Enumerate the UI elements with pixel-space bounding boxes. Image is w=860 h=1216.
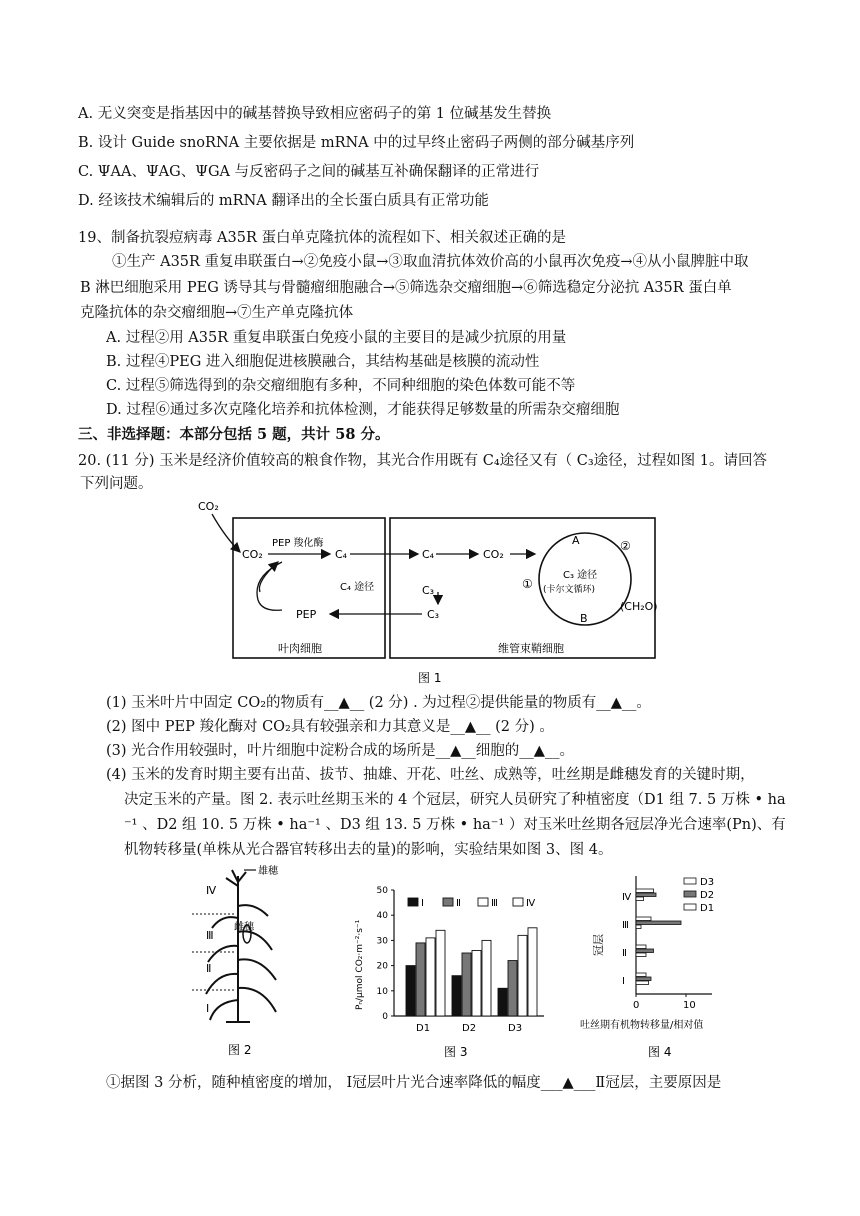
mesophyll-cell-label: 叶肉细胞	[278, 642, 322, 655]
fig4-category-label: Ⅳ	[622, 892, 632, 903]
fig3-y-tick-label: 10	[376, 986, 388, 997]
calvin-label-b: B	[580, 612, 588, 625]
step-1-label: ①	[522, 577, 533, 591]
q20-sub-4-line-3: ⁻¹ 、D2 组 10. 5 万株 • ha⁻¹ 、D3 组 13. 5 万株 • ha⁻¹ ）对玉米吐丝期各冠层净光合速率(Pn)、有	[124, 817, 786, 833]
fig3-bar	[518, 935, 527, 1016]
calvin-pathway-label: C₃ 途径	[563, 570, 598, 581]
fig3-bar	[406, 966, 415, 1016]
calvin-cycle-label: (卡尔文循环)	[543, 585, 596, 595]
fig4-legend-label: D2	[700, 890, 715, 901]
q20-stem-line-2: 下列问题。	[80, 476, 153, 492]
fig4-bar	[636, 897, 644, 901]
fig3-bar	[498, 988, 507, 1016]
fig3-legend-label: Ⅲ	[491, 898, 498, 909]
fig3-bar	[452, 976, 461, 1016]
figure-3-caption: 图 3	[444, 1045, 468, 1059]
fig4-bar	[636, 893, 656, 897]
fig4-legend-label: D3	[700, 877, 715, 888]
fig3-x-tick-label: D3	[508, 1023, 523, 1034]
fig4-bar	[636, 917, 651, 921]
q19-flow-line-1: ①生产 A35R 重复串联蛋白→②免疫小鼠→③取血清抗体效价高的小鼠再次免疫→④从小鼠脾脏中取	[112, 254, 749, 270]
layer-label-ii: Ⅱ	[206, 962, 212, 975]
fig3-legend-label: Ⅳ	[526, 898, 536, 909]
fig4-bar	[636, 921, 681, 925]
q20-stem-line-1: 20. (11 分) 玉米是经济价值较高的粮食作物，其光合作用既有 C₄途径又有（ C₃途径，过程如图 1。请回答	[78, 453, 768, 469]
corn-plant-icon	[206, 870, 276, 1022]
fig4-bar	[636, 981, 649, 985]
fig3-legend-swatch	[478, 898, 488, 906]
q19-stem: 19、制备抗裂痘病毒 A35R 蛋白单克隆抗体的流程如下、相关叙述正确的是	[78, 230, 567, 246]
fig3-bar	[528, 928, 537, 1016]
fig4-category-label: Ⅲ	[622, 920, 629, 931]
q19-option-b: B. 过程④PEG 进入细胞促进核膜融合，其结构基础是核膜的流动性	[106, 354, 540, 370]
q19-option-c: C. 过程⑤筛选得到的杂交瘤细胞有多种，不同种细胞的染色体数可能不等	[106, 378, 576, 394]
section-heading: 三、非选择题：本部分包括 5 题，共计 58 分。	[78, 426, 390, 443]
layer-label-iv: Ⅳ	[206, 884, 217, 897]
fig4-bar	[636, 977, 651, 981]
fig4-category-label: Ⅱ	[622, 948, 627, 959]
q20-sub-4-line-4: 机物转移量(单株从光合器官转移出去的量)的影响，实验结果如图 3、图 4。	[124, 842, 613, 858]
fig4-x-axis-label: 吐丝期有机物转移量/相对值	[580, 1020, 704, 1031]
fig3-y-tick-label: 0	[382, 1012, 388, 1022]
fig3-bar	[472, 950, 481, 1016]
fig3-legend-swatch	[408, 898, 418, 906]
bundle-sheath-cell-label: 维管束鞘细胞	[498, 642, 564, 655]
fig4-bar	[636, 889, 654, 893]
figure-4-bar-chart	[580, 866, 780, 1062]
fig3-x-tick-label: D2	[462, 1023, 477, 1034]
fig3-legend-label: Ⅰ	[421, 898, 424, 909]
layer-label-iii: Ⅲ	[206, 929, 214, 942]
tassel-label: 雄穗	[258, 866, 278, 877]
fig3-y-tick-label: 20	[376, 961, 388, 972]
figure-2-canopy-layers	[176, 862, 326, 1062]
figure-4-caption: 图 4	[648, 1045, 672, 1059]
layer-label-i: Ⅰ	[206, 1002, 210, 1015]
fig4-legend-swatch	[684, 891, 696, 897]
fig4-bar	[636, 945, 646, 949]
q20-sub-1: (1) 玉米叶片中固定 CO₂的物质有__▲__ (2 分) . 为过程②提供能量的物质有__▲__。	[106, 695, 651, 711]
q20-sub-3: (3) 光合作用较强时，叶片细胞中淀粉合成的场所是__▲__细胞的__▲__。	[106, 743, 574, 759]
q19-flow-line-2: B 淋巴细胞采用 PEG 诱导其与骨髓瘤细胞融合→⑤筛选杂交瘤细胞→⑥筛选稳定分泌抗 A35R 蛋白单	[80, 280, 732, 296]
fig3-y-tick-label: 30	[376, 936, 388, 947]
fig3-bar	[462, 953, 471, 1016]
fig3-legend-label: Ⅱ	[456, 898, 461, 909]
fig3-x-tick-label: D1	[416, 1023, 431, 1034]
calvin-label-a: A	[572, 534, 580, 547]
fig3-y-tick-label: 50	[376, 886, 388, 896]
q18-option-c: C. ΨAA、ΨAG、ΨGA 与反密码子之间的碱基互补确保翻译的正常进行	[78, 164, 540, 180]
fig4-legend-label: D1	[700, 903, 715, 914]
fig3-bar	[426, 938, 435, 1016]
c4-pathway-label: C₄ 途径	[340, 582, 375, 593]
q18-option-a: A. 无义突变是指基因中的碱基替换导致相应密码子的第 1 位碱基发生替换	[78, 106, 552, 122]
fig4-legend-swatch	[684, 904, 696, 910]
fig4-legend-swatch	[684, 878, 696, 884]
step-2-label: ②	[620, 539, 631, 553]
ear-label: 雌穗	[234, 922, 254, 933]
co2-mesophyll-label: CO₂	[242, 548, 263, 561]
q18-option-d: D. 经该技术编辑后的 mRNA 翻译出的全长蛋白质具有正常功能	[78, 193, 489, 209]
pep-carboxylase-label: PEP 羧化酶	[272, 538, 324, 549]
fig4-bar	[636, 973, 646, 977]
c3-bundle-to-meso-label: C₃	[427, 608, 440, 621]
figure-1-caption: 图 1	[418, 671, 442, 685]
figure-2-caption: 图 2	[228, 1043, 252, 1057]
q20-sub-4-question-1: ①据图 3 分析，随种植密度的增加， Ⅰ冠层叶片光合速率降低的幅度___▲___Ⅱ冠层，主要原因是	[106, 1075, 722, 1091]
fig3-bar	[436, 930, 445, 1016]
fig4-category-label: Ⅰ	[622, 976, 625, 987]
co2-bundle-label: CO₂	[483, 548, 504, 561]
fig3-legend-swatch	[443, 898, 453, 906]
co2-input-label: CO₂	[198, 500, 219, 513]
q20-sub-4-line-1: (4) 玉米的发育时期主要有出苗、拔节、抽雄、开花、吐丝、成熟等，吐丝期是雌穗发育的关键时期，	[106, 767, 755, 783]
figure-1-diagram	[190, 492, 680, 687]
fig4-y-axis-label: 冠层	[592, 934, 605, 956]
figure-3-bar-chart	[348, 870, 548, 1060]
fig3-y-tick-label: 40	[376, 911, 388, 922]
fig3-bar	[482, 940, 491, 1016]
c4-bundle-label: C₄	[422, 548, 435, 561]
fig3-bar	[416, 943, 425, 1016]
fig4-bar	[636, 949, 654, 953]
q19-flow-line-3: 克隆抗体的杂交瘤细胞→⑦生产单克隆抗体	[80, 305, 354, 321]
fig4-x-tick-label: 0	[633, 1000, 640, 1011]
fig4-x-tick-label: 10	[683, 1000, 696, 1011]
fig4-bar	[636, 953, 646, 957]
q18-option-b: B. 设计 Guide snoRNA 主要依据是 mRNA 中的过早终止密码子两侧的部分碱基序列	[78, 135, 635, 151]
ch2o-label: (CH₂O)	[620, 600, 658, 613]
q19-option-a: A. 过程②用 A35R 重复串联蛋白免疫小鼠的主要目的是减少抗原的用量	[106, 330, 567, 346]
c3-bundle-label: C₃	[422, 584, 435, 597]
pep-label: PEP	[296, 608, 317, 621]
q20-sub-2: (2) 图中 PEP 羧化酶对 CO₂具有较强亲和力其意义是__▲__ (2 分) 。	[106, 719, 554, 735]
q19-option-d: D. 过程⑥通过多次克隆化培养和抗体检测，才能获得足够数量的所需杂交瘤细胞	[106, 402, 620, 418]
q20-sub-4-line-2: 决定玉米的产量。图 2. 表示吐丝期玉米的 4 个冠层，研究人员研究了种植密度（D1 组 7. 5 万株 • ha	[124, 792, 786, 808]
c4-mesophyll-label: C₄	[335, 548, 348, 561]
fig4-bar	[636, 925, 641, 929]
fig3-legend-swatch	[513, 898, 523, 906]
fig3-y-axis-label: Pₙ/μmol CO₂·m⁻²·s⁻¹	[355, 919, 365, 1010]
fig3-bar	[508, 961, 517, 1016]
